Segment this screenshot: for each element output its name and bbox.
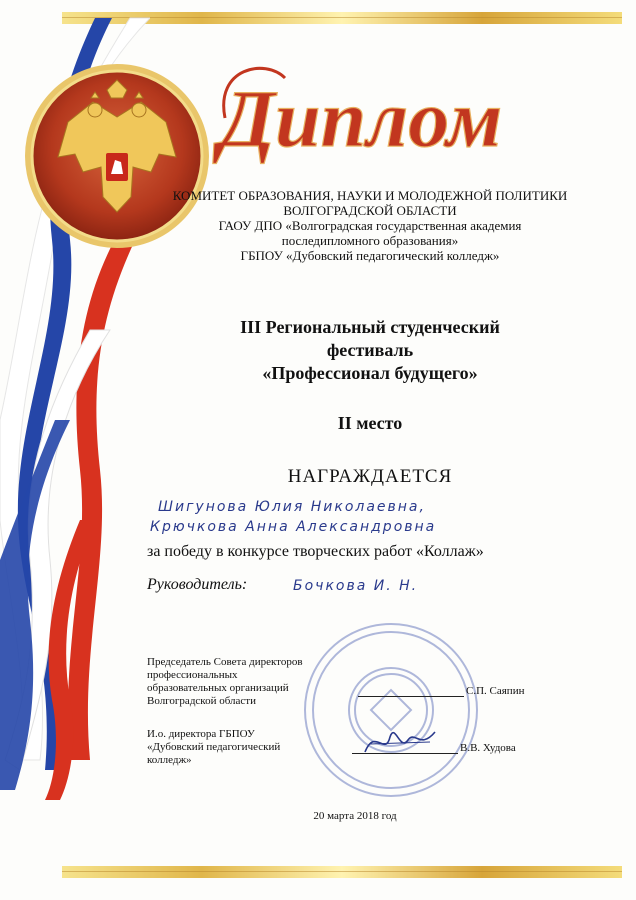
committee-line: ГБПОУ «Дубовский педагогический колледж» bbox=[240, 248, 500, 263]
festival-line: фестиваль bbox=[326, 340, 414, 360]
leader-name: Бочкова И. Н. bbox=[293, 578, 419, 594]
signatory-2-name: В.В. Худова bbox=[460, 742, 516, 754]
place-label: II место bbox=[337, 413, 403, 433]
signatory-line: «Дубовский педагогический bbox=[147, 741, 281, 753]
recipient-name: Шигунова Юлия Николаевна, bbox=[158, 499, 426, 515]
recipient-name: Крючкова Анна Александровна bbox=[150, 519, 437, 535]
blank-line bbox=[358, 696, 464, 697]
awarded-heading: НАГРАЖДАЕТСЯ bbox=[287, 466, 453, 487]
signatory-line: Волгоградской области bbox=[147, 695, 256, 707]
signatory-line: колледж» bbox=[147, 754, 192, 766]
handwritten-signature bbox=[360, 722, 440, 762]
round-seal-icon bbox=[301, 620, 481, 800]
signatory-2-title bbox=[147, 728, 347, 767]
committee-line: КОМИТЕТ ОБРАЗОВАНИЯ, НАУКИ И МОЛОДЕЖНОЙ ПОЛИТИКИ bbox=[172, 188, 568, 203]
committee-header bbox=[160, 188, 580, 263]
victory-text: за победу в конкурсе творческих работ «Коллаж» bbox=[147, 543, 484, 560]
signatory-line: образовательных организаций bbox=[147, 682, 289, 694]
signature-line-1 bbox=[358, 685, 525, 697]
committee-line: ГАОУ ДПО «Волгоградская государственная академия bbox=[218, 218, 522, 233]
signatory-1-name: С.П. Саяпин bbox=[466, 685, 525, 697]
committee-line: ВОЛГОГРАДСКОЙ ОБЛАСТИ bbox=[283, 203, 457, 218]
festival-title bbox=[165, 316, 575, 385]
signatory-1-title bbox=[147, 656, 347, 708]
festival-line: «Профессионал будущего» bbox=[262, 363, 478, 383]
signatory-line: И.о. директора ГБПОУ bbox=[147, 728, 255, 740]
festival-line: III Региональный студенческий bbox=[240, 317, 500, 337]
leader-label: Руководитель: bbox=[147, 576, 248, 593]
signatory-line: Председатель Совета директоров bbox=[147, 656, 303, 668]
signatory-line: профессиональных bbox=[147, 669, 238, 681]
issue-date: 20 марта 2018 год bbox=[313, 810, 397, 822]
diploma-title bbox=[205, 48, 625, 168]
title-text: Диплом bbox=[219, 73, 503, 164]
committee-line: последипломного образования» bbox=[281, 233, 459, 248]
